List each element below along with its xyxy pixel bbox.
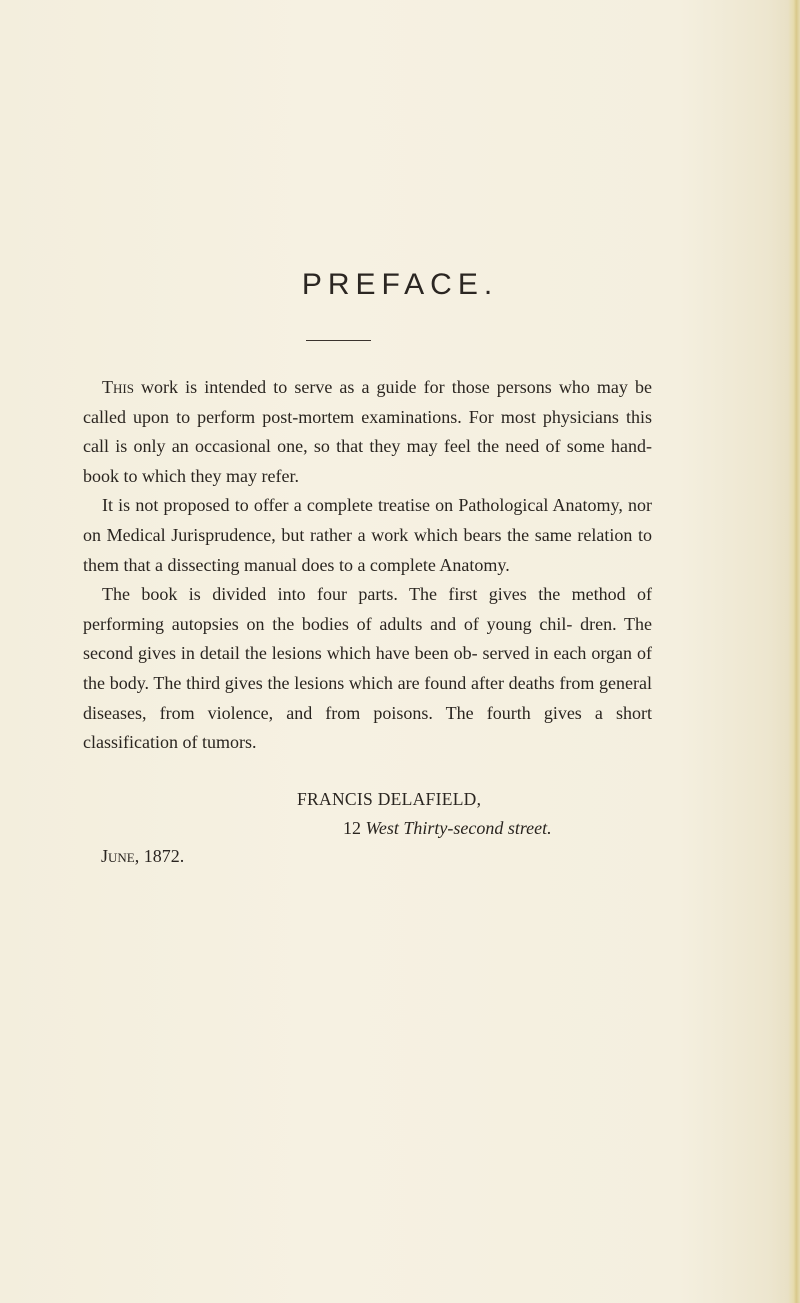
preface-body bbox=[83, 373, 652, 758]
page-title: PREFACE. bbox=[301, 268, 499, 301]
paragraph-2 bbox=[83, 491, 652, 580]
preface-date bbox=[101, 846, 184, 867]
page-edge bbox=[788, 0, 800, 1303]
paragraph-text: The book is divided into four parts. The first gives the method of performing autopsies on the bodies of adults and of young chil- dren. The second gives in detail the lesions which have been ob- served in each organ of the body. The third gives the lesions which are found after deaths from general diseases, from violence, and from poisons. The fourth gives a short classification of tumors. bbox=[83, 584, 652, 753]
title-rule bbox=[306, 340, 371, 341]
paragraph-1 bbox=[83, 373, 652, 491]
author-address bbox=[343, 818, 552, 839]
date-month: June, bbox=[101, 846, 140, 866]
paragraph-3 bbox=[83, 580, 652, 758]
address-street: West Thirty-second street. bbox=[365, 818, 552, 838]
paragraph-lead: This bbox=[102, 377, 134, 397]
paragraph-text: work is intended to serve as a guide for those persons who may be called upon to perform post-mortem examinations. For most physicians this call is only an occasional one, so that they may feel the need of some hand-book to which they may refer. bbox=[83, 377, 652, 486]
address-number: 12 bbox=[343, 818, 361, 838]
author-name: FRANCIS DELAFIELD, bbox=[297, 789, 482, 809]
paragraph-text: It is not proposed to offer a complete treatise on Pathological Anatomy, nor on Medical Jurisprudence, but rather a work which bears the same relation to them that a dissecting manual does to a complete Anatomy. bbox=[83, 495, 652, 575]
date-year: 1872. bbox=[143, 846, 185, 866]
